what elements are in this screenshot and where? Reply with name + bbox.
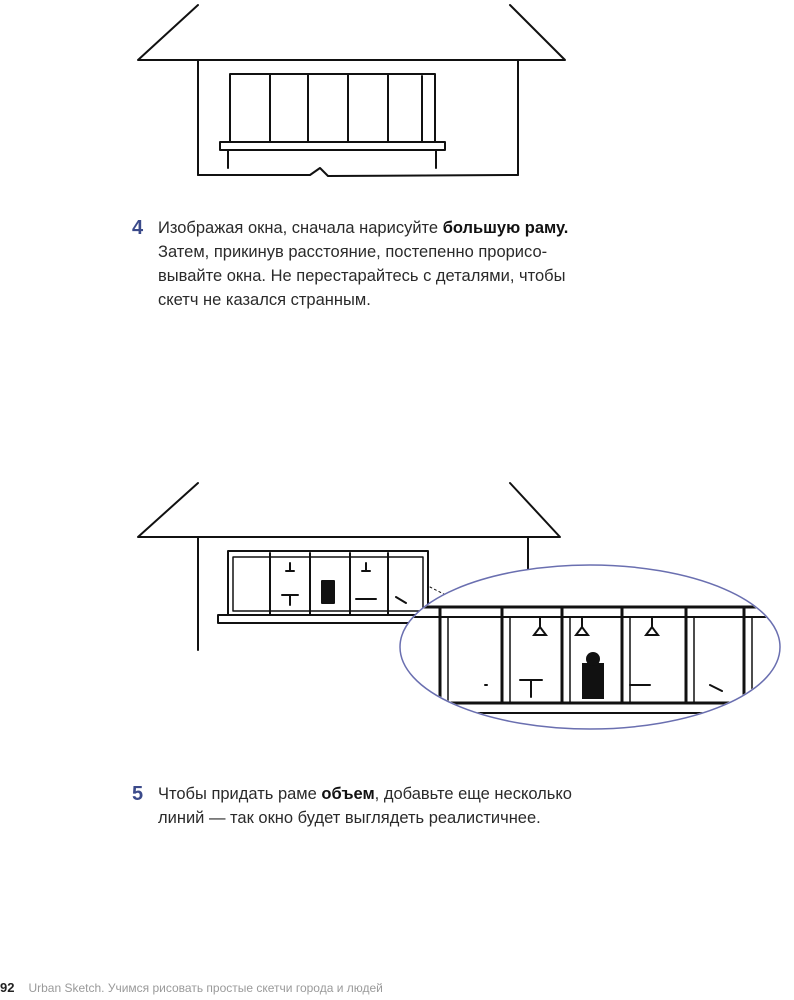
step-4-line2: Затем, прикинув расстояние, постепенно прорисо-: [158, 243, 548, 261]
page-number: 92: [0, 980, 15, 995]
step-5-number: 5: [132, 783, 144, 805]
step-4-line3: вывайте окна. Не перестарайтесь с деталями, чтобы: [158, 267, 566, 285]
step-4-number: 4: [132, 217, 144, 239]
step-5: [132, 782, 572, 830]
step-4-line1: Изображая окна, сначала нарисуйте: [158, 219, 443, 237]
step-5-line1-end: , добавьте еще несколько: [374, 785, 572, 803]
step-4-text: [158, 216, 568, 312]
step-4-bold: большую раму.: [442, 219, 569, 237]
step-5-line2: линий — так окно будет выглядеть реалистичнее.: [158, 809, 541, 827]
step-4: [132, 216, 568, 312]
step-4-line4: скетч не казался странным.: [158, 291, 371, 309]
book-title: Urban Sketch. Учимся рисовать простые скетчи города и людей: [28, 981, 383, 995]
page-footer: [0, 980, 383, 995]
house-sketch-step5: [130, 475, 794, 765]
step-5-bold: объем: [321, 785, 375, 803]
house-sketch-step4: [120, 0, 580, 195]
step-5-line1-start: Чтобы придать раме: [158, 785, 322, 803]
step-5-text: [158, 782, 572, 830]
